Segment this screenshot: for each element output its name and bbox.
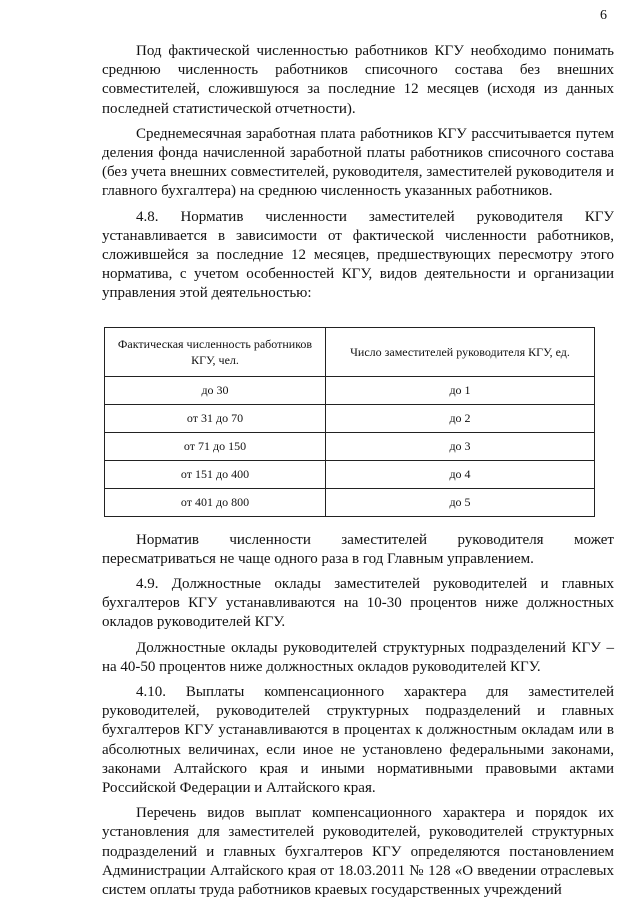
table-header-deputies-count: Число заместителей руководителя КГУ, ед. xyxy=(326,327,595,376)
document-body xyxy=(102,42,614,900)
paragraph-norm-revision: Норматив численности заместителей руководителя может пересматриваться не чаще одного раза в год Главным управлением. xyxy=(102,531,614,567)
table-cell-deputies: до 2 xyxy=(326,404,595,432)
paragraph-4-8: 4.8. Норматив численности заместителей руководителя КГУ устанавливается в зависимости от фактической численности работников, сложившейся за последние 12 месяцев, предшествующих пересмотру этого норматива, с учетом особенностей КГУ, видов деятельности и организации управления этой деятельностью: xyxy=(102,208,614,302)
table-row xyxy=(105,376,595,404)
table-cell-staff: от 151 до 400 xyxy=(105,460,326,488)
paragraph-actual-staff-definition: Под фактической численностью работников КГУ необходимо понимать среднюю численность работников списочного состава без внешних совместителей, сложившуюся за последние 12 месяцев (исходя из данных последней статистической отчетности). xyxy=(102,43,614,117)
table-header-staff-count: Фактическая численность работников КГУ, чел. xyxy=(105,327,326,376)
paragraph-average-salary: Среднемесячная заработная плата работников КГУ рассчитывается путем деления фонда начисленной заработной платы работников списочного состава (без учета внешних совместителей, руководителя, заместителей руководителя и главного бухгалтера) на среднюю численность указанных работников. xyxy=(102,125,614,200)
table-cell-staff: от 71 до 150 xyxy=(105,432,326,460)
paragraph-4-10: 4.10. Выплаты компенсационного характера для заместителей руководителей, руководителей структурных подразделений и главных бухгалтеров КГУ устанавливаются в процентах к должностным окладам или в абсолютных величинах, если иное не установлено федеральными законами, законами Алтайского края и иными нормативными правовыми актами Российской Федерации и Алтайского края. xyxy=(102,684,614,797)
table-row xyxy=(105,460,595,488)
paragraph-4-9: 4.9. Должностные оклады заместителей руководителей и главных бухгалтеров КГУ устанавливаются на 10-30 процентов ниже должностных окладов руководителей КГУ. xyxy=(102,576,614,631)
table-cell-deputies: до 4 xyxy=(326,460,595,488)
table-cell-deputies: до 5 xyxy=(326,488,595,516)
table-header-row xyxy=(105,327,595,376)
table-row xyxy=(105,488,595,516)
table-row xyxy=(105,432,595,460)
table-row xyxy=(105,404,595,432)
page-number: 6 xyxy=(600,8,607,23)
table-cell-staff: от 401 до 800 xyxy=(105,488,326,516)
table-cell-staff: до 30 xyxy=(105,376,326,404)
deputy-norm-table xyxy=(104,327,595,517)
paragraph-structural-heads-salary: Должностные оклады руководителей структурных подразделений КГУ – на 40-50 процентов ниже должностных окладов руководителей КГУ. xyxy=(102,639,614,675)
table-cell-staff: от 31 до 70 xyxy=(105,404,326,432)
table-cell-deputies: до 3 xyxy=(326,432,595,460)
paragraph-compensation-list: Перечень видов выплат компенсационного характера и порядок их установления для заместителей руководителей, руководителей структурных подразделений и главных бухгалтеров КГУ определяются постановлением Администрации Алтайского края от 18.03.2011 № 128 «О введении отраслевых систем оплаты труда работников краевых государственных учреждений xyxy=(102,805,614,899)
table-cell-deputies: до 1 xyxy=(326,376,595,404)
